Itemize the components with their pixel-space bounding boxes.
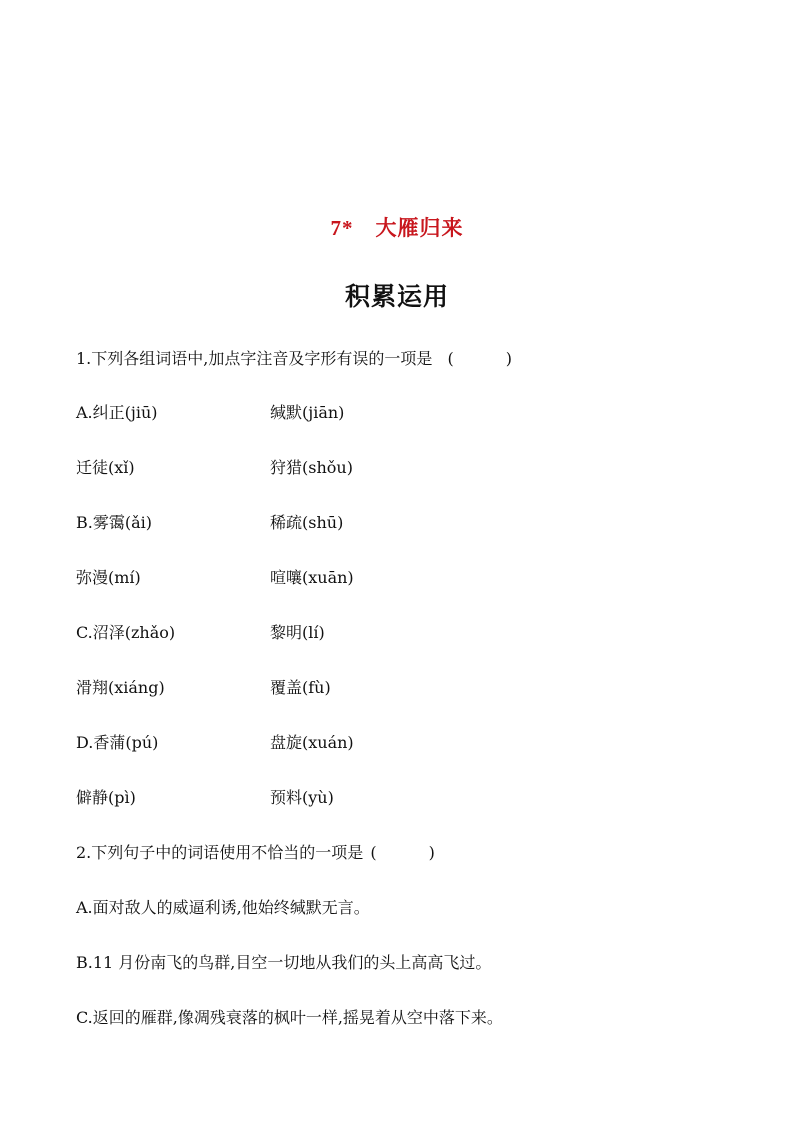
answer-paren-close: ) (428, 843, 435, 862)
answer-paren-open: ( (370, 843, 377, 862)
q1-row-right: 喧嚷(xuān) (270, 568, 354, 587)
q1-row-left: 滑翔(xiáng) (76, 678, 165, 697)
lesson-number: 7* (330, 216, 354, 240)
q1-row-right: 覆盖(fù) (270, 678, 331, 697)
q1-row-right: 狩猎(shǒu) (270, 458, 353, 477)
q1-row-left: D.香蒲(pú) (76, 733, 159, 752)
question-1-stem: 1.下列各组词语中,加点字注音及字形有误的一项是 ( ) (76, 349, 512, 368)
q1-row-left: 弥漫(mí) (76, 568, 141, 587)
q2-option: A.面对敌人的威逼利诱,他始终缄默无言。 (76, 898, 370, 917)
q1-row-left: B.雾霭(ǎi) (76, 513, 152, 532)
q1-row-left: A.纠正(jiū) (76, 403, 158, 422)
question-2-stem: 2.下列句子中的词语使用不恰当的一项是 ( ) (76, 843, 435, 862)
q1-row-right: 黎明(lí) (270, 623, 325, 642)
q1-row-right: 稀疏(shū) (270, 513, 344, 532)
q1-row-left: 僻静(pì) (76, 788, 136, 807)
q1-row-right: 缄默(jiān) (270, 403, 345, 422)
lesson-name: 大雁归来 (375, 216, 464, 240)
q1-row-left: 迁徒(xǐ) (76, 458, 135, 477)
q2-option: C.返回的雁群,像凋残衰落的枫叶一样,摇晃着从空中落下来。 (76, 1008, 503, 1027)
answer-paren-open: ( (447, 349, 454, 368)
q1-row-right: 盘旋(xuán) (270, 733, 354, 752)
q1-row-right: 预料(yù) (270, 788, 334, 807)
q1-row-left: C.沼泽(zhǎo) (76, 623, 176, 642)
section-title: 积累运用 (344, 282, 449, 311)
q2-option: B.11 月份南飞的鸟群,目空一切地从我们的头上高高飞过。 (76, 953, 492, 972)
lesson-title (0, 212, 794, 242)
answer-paren-close: ) (505, 349, 512, 368)
